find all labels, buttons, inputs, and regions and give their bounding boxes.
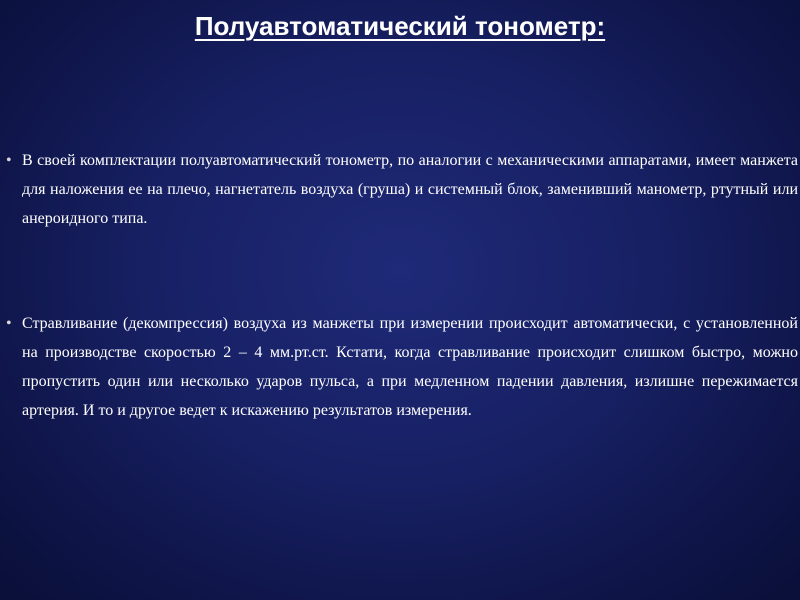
bullet-text: Стравливание (декомпрессия) воздуха из манжеты при измерении происходит автоматически, с установленной на производстве скоростью 2 – 4 мм.рт.ст. Кстати, когда стравливание происходит слишком быстро, можно пропустить один или несколько ударов пульса, а при медленном падении давления, излишне пережимается артерия. И то и другое ведет к искажению результатов измерения. — [22, 315, 798, 419]
bullet-text: В своей комплектации полуавтоматический тонометр, по аналогии с механическими аппаратами, имеет манжета для наложения ее на плечо, нагнетатель воздуха (груша) и системный блок, заменивший манометр, ртутный или анероидного типа. — [22, 152, 798, 227]
slide-title: Полуавтоматический тонометр: — [194, 11, 606, 41]
bullet-item — [6, 146, 798, 233]
bullet-marker: • — [6, 315, 12, 332]
bullet-marker: • — [6, 152, 12, 169]
bullet-item — [6, 309, 798, 425]
